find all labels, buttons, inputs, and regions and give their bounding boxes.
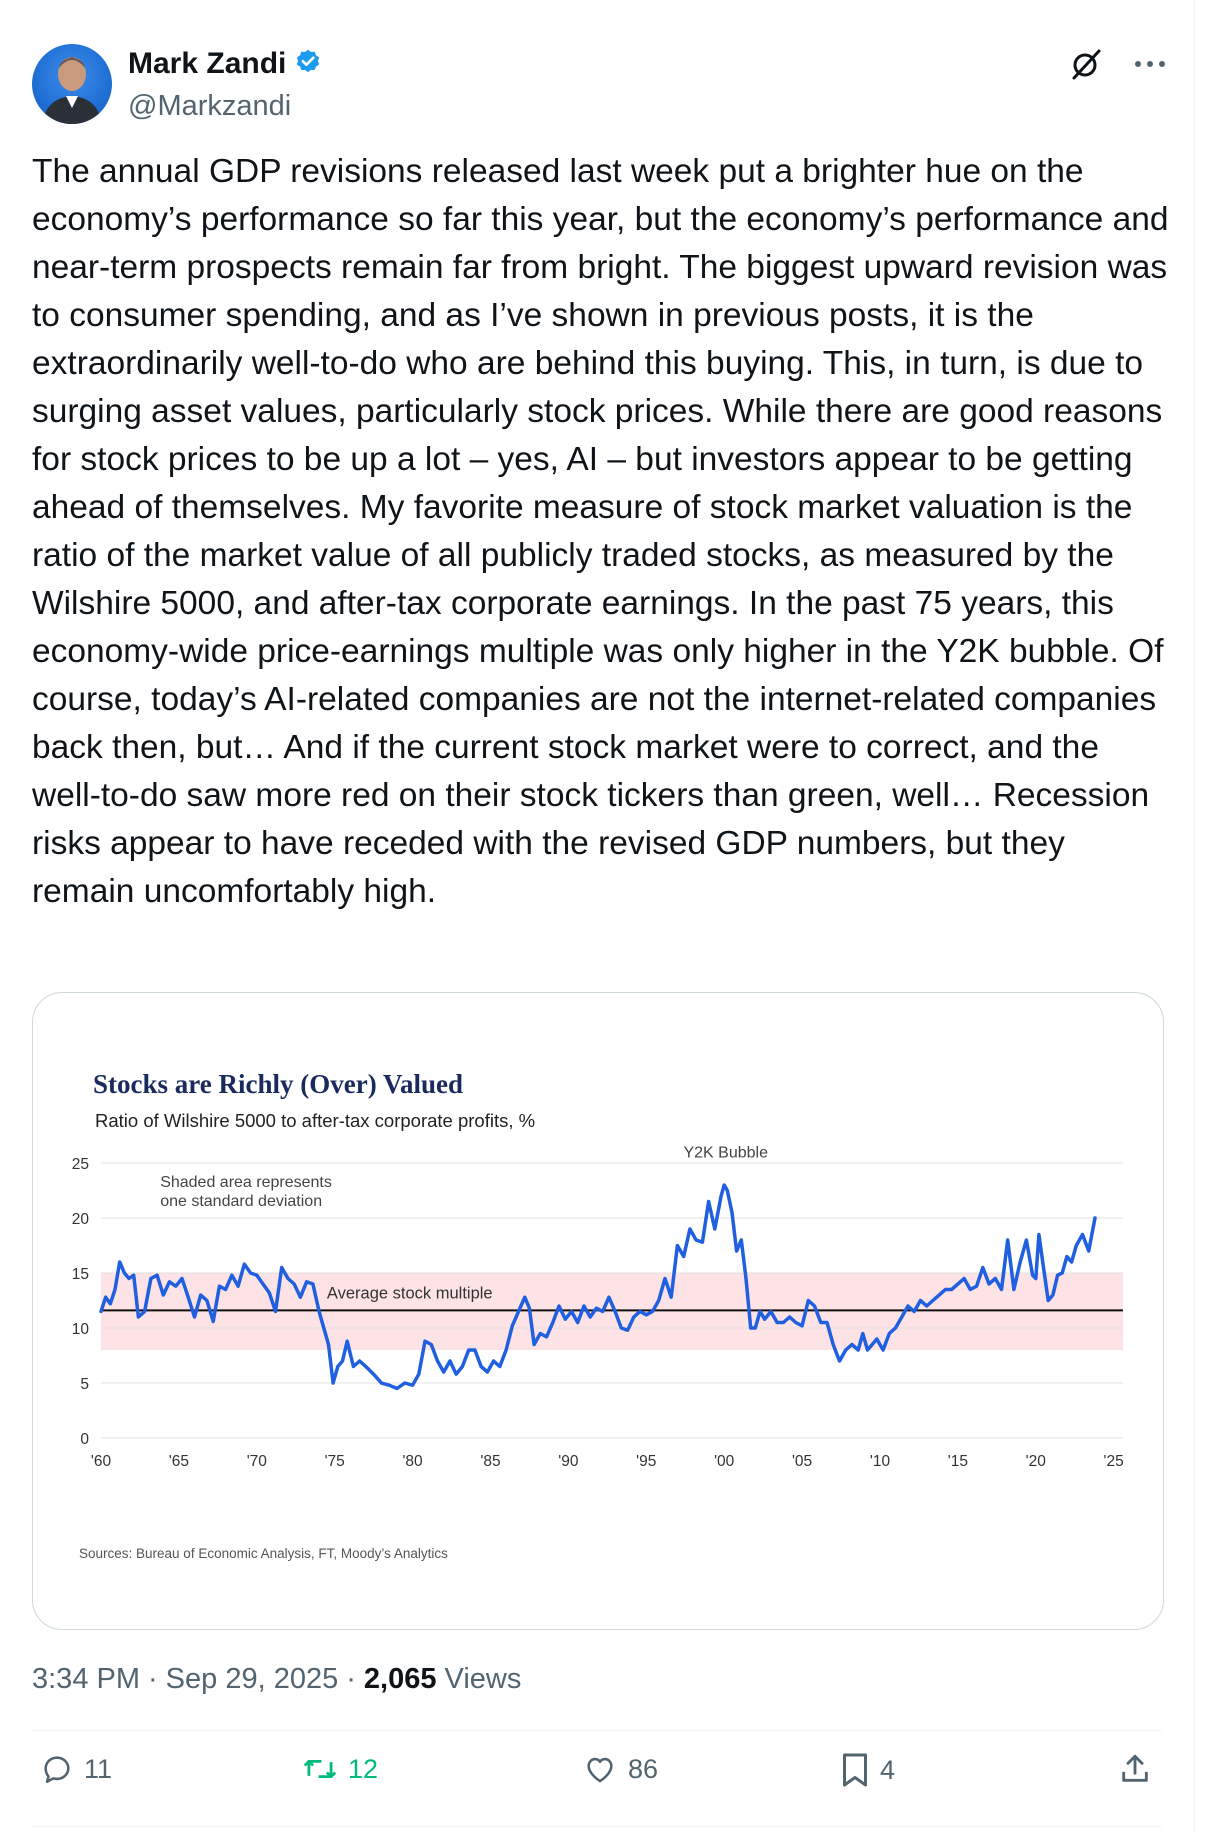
heart-icon — [582, 1752, 618, 1786]
y-tick-label-0: 0 — [80, 1431, 89, 1448]
x-tick-label-1975: '75 — [324, 1453, 345, 1470]
x-tick-label-1970: '70 — [246, 1453, 267, 1470]
band-note-line-2: one standard deviation — [160, 1192, 323, 1210]
divider-top — [32, 1730, 1162, 1731]
y-tick-label-5: 5 — [80, 1376, 89, 1393]
y-tick-label-10: 10 — [71, 1321, 89, 1338]
peak-annotation: Y2K Bubble — [683, 1144, 768, 1162]
tweet-date[interactable]: Sep 29, 2025 — [165, 1663, 339, 1695]
x-tick-label-1990: '90 — [558, 1453, 579, 1470]
header-actions — [1068, 46, 1166, 82]
tweet-meta: 3:34 PM · Sep 29, 2025 · 2,065 Views — [32, 1663, 522, 1695]
chart-subtitle: Ratio of Wilshire 5000 to after-tax corporate profits, % — [95, 1110, 536, 1131]
share-icon — [1118, 1752, 1152, 1786]
y-tick-label-15: 15 — [71, 1266, 89, 1283]
retweet-count: 12 — [348, 1753, 379, 1784]
timeline-column-border — [1194, 0, 1195, 1832]
x-tick-label-1960: '60 — [90, 1453, 112, 1470]
std-dev-band — [101, 1273, 1123, 1350]
band-note-line-1: Shaded area represents — [160, 1174, 332, 1192]
x-tick-label-2015: '15 — [947, 1453, 968, 1470]
bookmark-count: 4 — [880, 1754, 896, 1785]
x-tick-label-2000: '00 — [714, 1453, 735, 1470]
tweet-time[interactable]: 3:34 PM — [32, 1663, 140, 1695]
like-button[interactable] — [582, 1752, 658, 1786]
grok-icon[interactable] — [1068, 46, 1104, 82]
y-tick-label-25: 25 — [71, 1156, 89, 1173]
avatar-photo — [32, 44, 112, 124]
views-count: 2,065 — [363, 1663, 437, 1695]
share-button[interactable] — [1118, 1752, 1152, 1786]
author-name[interactable]: Mark Zandi — [128, 47, 287, 80]
x-tick-label-1995: '95 — [636, 1453, 657, 1470]
average-line-label: Average stock multiple — [326, 1284, 493, 1303]
author-handle[interactable]: @Markzandi — [128, 90, 292, 122]
action-bar — [40, 1752, 1160, 1812]
verified-badge-icon — [294, 48, 322, 81]
x-tick-label-1980: '80 — [402, 1453, 423, 1470]
x-tick-label-1965: '65 — [168, 1453, 189, 1470]
reply-count: 11 — [84, 1753, 113, 1784]
x-tick-label-2005: '05 — [791, 1453, 813, 1470]
y-tick-label-20: 20 — [71, 1211, 89, 1228]
chart-source: Sources: Bureau of Economic Analysis, FT, Moody’s Analytics — [79, 1546, 448, 1561]
chart — [33, 993, 1163, 1629]
label-layer — [160, 1145, 768, 1210]
retweet-icon — [302, 1752, 338, 1786]
divider-bottom — [32, 1826, 1162, 1827]
reply-button[interactable] — [40, 1752, 112, 1786]
like-count: 86 — [628, 1753, 659, 1784]
retweet-button[interactable] — [302, 1752, 378, 1786]
x-tick-label-2025: '25 — [1103, 1453, 1124, 1470]
reply-icon — [40, 1752, 74, 1786]
chart-title: Stocks are Richly (Over) Valued — [93, 1069, 463, 1099]
x-tick-label-1985: '85 — [480, 1453, 501, 1470]
views-label: Views — [444, 1663, 522, 1695]
tweet-media-chart[interactable] — [32, 992, 1164, 1630]
x-tick-label-2020: '20 — [1025, 1453, 1046, 1470]
bookmark-button[interactable] — [840, 1752, 895, 1788]
author-block — [128, 46, 322, 124]
avatar[interactable] — [32, 44, 112, 124]
std-dev-band-layer — [101, 1273, 1123, 1350]
x-tick-label-2010: '10 — [869, 1453, 891, 1470]
more-options-icon[interactable] — [1134, 59, 1166, 69]
bookmark-icon — [840, 1752, 870, 1788]
tweet-text: The annual GDP revisions released last week put a brighter hue on the economy’s performance so far this year, but the economy’s performance and near-term prospects remain far from bright. The biggest upward revision was to consumer spending, and as I’ve shown in previous posts, it is the extraordinarily well-to-do who are behind this buying. This, in turn, is due to surging asset values, particularly stock prices. While there are good reasons for stock prices to be up a lot – yes, AI – but investors appear to be getting ahead of themselves. My favorite measure of stock market valuation is the ratio of the market value of all publicly traded stocks, as measured by the Wilshire 5000, and after-tax corporate earnings. In the past 75 years, this economy-wide price-earnings multiple was only higher in the Y2K bubble. Of course, today’s AI-related companies are not the internet-related companies back then, but… And if the current stock market were to correct, and the well-to-do saw more red on their stock tickers than green, well… Recession risks appear to have receded with the revised GDP numbers, but they remain uncomfortably high. — [32, 153, 1178, 910]
